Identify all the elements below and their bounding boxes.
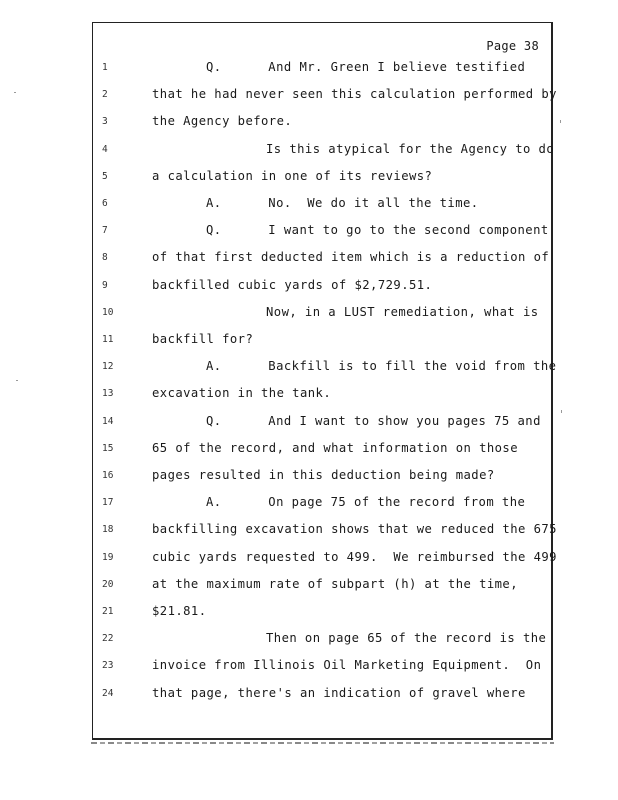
- line-number: 2: [102, 89, 108, 101]
- line-number: 13: [102, 388, 114, 400]
- transcript-line: Q. And Mr. Green I believe testified: [206, 60, 526, 74]
- transcript-line: Q. I want to go to the second component: [206, 223, 549, 238]
- line-number: 19: [102, 551, 114, 563]
- line-number: 5: [102, 170, 108, 182]
- transcript-line: a calculation in one of its reviews?: [152, 168, 433, 183]
- line-number: 16: [102, 470, 114, 481]
- transcript-line: at the maximum rate of subpart (h) at the time,: [152, 576, 519, 591]
- transcript-line: Now, in a LUST remediation, what is: [266, 304, 539, 319]
- transcript-line: Is this atypical for the Agency to do: [266, 141, 555, 156]
- transcript-line: Q. And I want to show you pages 75 and: [206, 413, 541, 428]
- line-number: 15: [102, 442, 114, 454]
- scan-speck: [16, 380, 18, 381]
- line-number: 24: [102, 687, 114, 699]
- line-number: 18: [102, 524, 114, 536]
- line-number: 6: [102, 198, 108, 209]
- transcript-line: 65 of the record, and what information on those: [152, 440, 519, 455]
- line-number: 1: [102, 62, 108, 73]
- transcript-line: A. On page 75 of the record from the: [206, 495, 526, 510]
- line-number: 9: [102, 279, 108, 291]
- line-number: 21: [102, 606, 114, 617]
- transcript-line: backfilling excavation shows that we reduced the 675: [152, 522, 557, 537]
- transcript-line: that he had never seen this calculation performed by: [152, 87, 557, 102]
- transcript-line: Then on page 65 of the record is the: [266, 631, 547, 646]
- transcript-line: $21.81.: [152, 604, 207, 618]
- scan-speck: [14, 92, 16, 93]
- transcript-line: backfill for?: [152, 332, 254, 346]
- transcript-line: backfilled cubic yards of $2,729.51.: [152, 277, 433, 292]
- line-number: 23: [102, 660, 114, 672]
- transcript-line: excavation in the tank.: [152, 386, 332, 401]
- line-number: 7: [102, 225, 108, 237]
- line-number: 14: [102, 415, 114, 427]
- page-number: Page 38: [486, 39, 539, 53]
- transcript-line: of that first deducted item which is a reduction of: [152, 250, 550, 265]
- line-number: 17: [102, 497, 114, 509]
- line-number: 3: [102, 116, 108, 128]
- transcript-line: that page, there's an indication of gravel where: [152, 685, 526, 700]
- line-number: 20: [102, 578, 114, 590]
- line-number: 22: [102, 633, 114, 645]
- transcript-line: pages resulted in this deduction being made?: [152, 468, 495, 482]
- scan-speck: [561, 410, 562, 413]
- transcript-line: cubic yards requested to 499. We reimbursed the 499: [152, 549, 557, 564]
- transcript-line: invoice from Illinois Oil Marketing Equipment. On: [152, 658, 542, 673]
- scan-speck: [560, 120, 561, 123]
- line-number: 4: [102, 143, 108, 155]
- line-number: 12: [102, 361, 114, 373]
- transcript-line: A. No. We do it all the time.: [206, 196, 479, 210]
- line-number: 8: [102, 252, 108, 264]
- transcript-line: A. Backfill is to fill the void from the: [206, 359, 557, 374]
- line-number: 10: [102, 306, 114, 318]
- transcript-line: the Agency before.: [152, 114, 293, 129]
- line-number: 11: [102, 334, 114, 345]
